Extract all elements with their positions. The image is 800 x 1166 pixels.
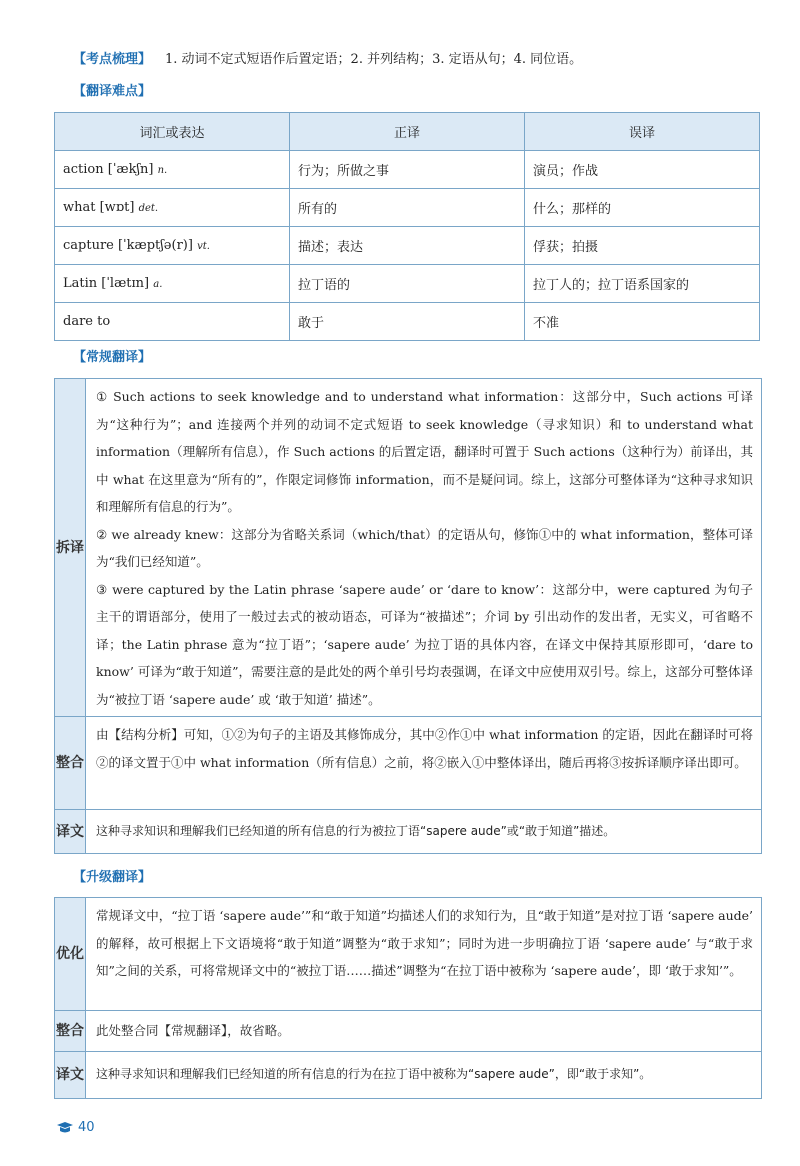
upgrade-zheng-label: 整合 [55, 1011, 86, 1051]
vocab-table [54, 112, 760, 341]
table-row [55, 265, 760, 303]
regular-translation-box [54, 378, 762, 854]
wrong-cell: 什么；那样的 [525, 189, 760, 227]
correct-cell: 行为；所做之事 [290, 151, 525, 189]
yi-content: 这种寻求知识和理解我们已经知道的所有信息的行为被拉丁语“sapere aude”或“敢于知道”描述。 [96, 823, 616, 838]
difficulty-label: 【翻译难点】 [73, 84, 152, 99]
chai-paragraph-3: ③ were captured by the Latin phrase ‘sapere aude’ or ‘dare to know’：这部分中，were captured 为句子主干的谓语部分，使用了一般过去式的被动语态，可译为“被描述”；介词 by 引出动作的发出者，无实义，可省略不译；the Latin phrase 意为“拉丁语”；‘sapere aude’ 为拉丁语的具体内容，在译文中保持其原形即可，‘dare to know’ 可译为“敢于知道”，需要注意的是此处的两个单引号均表强调，在译文中应使用双引号。综上，这部分可整体译为“被拉丁语 ‘sapere aude’ 或 ‘敢于知道’ 描述”。 [96, 581, 753, 707]
page-number [56, 1120, 95, 1135]
you-section [55, 898, 761, 1011]
term-cell: capture [ˈkæptʃə(r)] vt. [55, 227, 290, 265]
zheng-content: 由【结构分析】可知，①②为句子的主语及其修饰成分，其中②作①中 what information 的定语，因此在翻译时可将②的译文置于①中 what information（所有信息）之前，将②嵌入①中整体译出，随后再将③按拆译顺序译出即可。 [96, 727, 753, 770]
table-row [55, 151, 760, 189]
term-cell: dare to [55, 303, 290, 341]
wrong-cell: 不准 [525, 303, 760, 341]
term-cell: action [ˈækʃn] n. [55, 151, 290, 189]
yi-section [55, 810, 761, 853]
book-icon [56, 1122, 74, 1134]
table-row [55, 227, 760, 265]
page-number-text: 40 [78, 1120, 95, 1135]
correct-cell: 描述；表达 [290, 227, 525, 265]
correct-cell: 所有的 [290, 189, 525, 227]
upgrade-translation-label: 【升级翻译】 [73, 870, 152, 885]
table-header-row [55, 113, 760, 151]
key-points-text: 1. 动词不定式短语作后置定语；2. 并列结构；3. 定语从句；4. 同位语。 [165, 52, 583, 67]
regular-translation-label: 【常规翻译】 [73, 350, 152, 365]
upgrade-zheng-content: 此处整合同【常规翻译】，故省略。 [96, 1023, 290, 1039]
chai-paragraph-1: ① Such actions to seek knowledge and to understand what information：这部分中，Such actions 可译为“这种行为”；and 连接两个并列的动词不定式短语 to seek knowledge（寻求知识）和 to understand what information（理解所有信息），作 Such actions 的后置定语，翻译时可置于 Such actions（这种行为）前译出，其中 what 在这里意为“所有的”，作限定词修饰 information，而不是疑问词。综上，这部分可整体译为“这种寻求知识和理解所有信息的行为”。 [96, 389, 753, 514]
key-points-line [73, 48, 582, 67]
upgrade-yi-content: 这种寻求知识和理解我们已经知道的所有信息的行为在拉丁语中被称为“sapere aude”，即“敢于求知”。 [96, 1067, 652, 1082]
zheng-section [55, 717, 761, 810]
chai-label: 拆译 [55, 379, 86, 716]
chai-content [86, 379, 761, 716]
upgrade-yi-section [55, 1052, 761, 1098]
term-cell: what [wɒt] det. [55, 189, 290, 227]
table-row [55, 303, 760, 341]
chai-section [55, 379, 761, 717]
upgrade-translation-box [54, 897, 762, 1099]
wrong-cell: 拉丁人的；拉丁语系国家的 [525, 265, 760, 303]
key-points-label: 【考点梳理】 [73, 52, 152, 67]
correct-cell: 敢于 [290, 303, 525, 341]
wrong-cell: 俘获；拍摄 [525, 227, 760, 265]
upgrade-yi-label: 译文 [55, 1052, 86, 1098]
upgrade-zheng-section [55, 1011, 761, 1052]
zheng-label: 整合 [55, 717, 86, 809]
wrong-cell: 演员；作战 [525, 151, 760, 189]
header-wrong: 误译 [525, 113, 760, 151]
you-label: 优化 [55, 898, 86, 1010]
table-row [55, 189, 760, 227]
header-term: 词汇或表达 [55, 113, 290, 151]
header-correct: 正译 [290, 113, 525, 151]
correct-cell: 拉丁语的 [290, 265, 525, 303]
you-content: 常规译文中，“拉丁语 ‘sapere aude’”和“敢于知道”均描述人们的求知行为，且“敢于知道”是对拉丁语 ‘sapere aude’ 的解释，故可根据上下文语境将“敢于知道”调整为“敢于求知”；同时为进一步明确拉丁语 ‘sapere aude’ 与“敢于求知”之间的关系，可将常规译文中的“被拉丁语……描述”调整为“在拉丁语中被称为 ‘sapere aude’，即 ‘敢于求知’”。 [96, 908, 753, 978]
term-cell: Latin [ˈlætɪn] a. [55, 265, 290, 303]
chai-paragraph-2: ② we already knew：这部分为省略关系词（which/that）的定语从句，修饰①中的 what information，整体可译为“我们已经知道”。 [96, 526, 753, 569]
yi-label: 译文 [55, 810, 86, 853]
